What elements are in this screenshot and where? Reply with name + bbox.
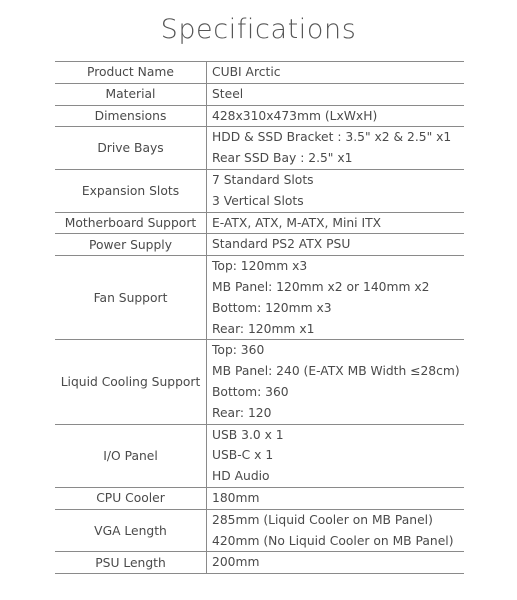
spec-value-line: MB Panel: 120mm x2 or 140mm x2 — [212, 279, 430, 294]
spec-value-line: 285mm (Liquid Cooler on MB Panel) — [212, 512, 433, 527]
spec-value-line: Bottom: 120mm x3 — [212, 300, 332, 315]
specifications-table — [55, 61, 464, 574]
spec-value-line: USB 3.0 x 1 — [212, 427, 284, 442]
table-row — [55, 169, 464, 212]
spec-value-line: Rear: 120 — [212, 405, 272, 420]
spec-value — [207, 212, 465, 234]
spec-value — [207, 62, 465, 84]
spec-value — [207, 487, 465, 509]
spec-value-line: E-ATX, ATX, M-ATX, Mini ITX — [212, 215, 382, 230]
table-row — [55, 105, 464, 127]
spec-value-line: Standard PS2 ATX PSU — [212, 237, 351, 252]
spec-value-line: 180mm — [212, 490, 260, 505]
spec-value-line: HD Audio — [212, 469, 270, 484]
spec-label: Expansion Slots — [55, 169, 207, 212]
spec-value — [207, 509, 465, 552]
spec-value — [207, 105, 465, 127]
table-row — [55, 256, 464, 340]
spec-value-line: CUBI Arctic — [212, 65, 281, 79]
page-title: Specifications — [160, 14, 357, 45]
spec-label: Drive Bays — [55, 127, 207, 170]
spec-label: Dimensions — [55, 105, 207, 127]
spec-label: Product Name — [55, 62, 207, 84]
spec-value-line: Rear SSD Bay : 2.5" x1 — [212, 151, 353, 166]
table-row — [55, 212, 464, 234]
spec-label: VGA Length — [55, 509, 207, 552]
spec-value-line: 3 Vertical Slots — [212, 193, 304, 208]
spec-value-line: Rear: 120mm x1 — [212, 321, 315, 336]
spec-value-line: Bottom: 360 — [212, 384, 289, 399]
spec-label: Liquid Cooling Support — [55, 340, 207, 424]
spec-label: Power Supply — [55, 234, 207, 256]
spec-value-line: HDD & SSD Bracket : 3.5" x2 & 2.5" x1 — [212, 130, 452, 145]
spec-value-line: 7 Standard Slots — [212, 172, 314, 187]
table-row — [55, 62, 464, 84]
spec-label: Material — [55, 83, 207, 105]
spec-value-line: USB-C x 1 — [212, 448, 274, 463]
spec-value — [207, 127, 465, 170]
spec-label: PSU Length — [55, 552, 207, 574]
table-row — [55, 340, 464, 424]
spec-value-line: Steel — [212, 86, 244, 101]
table-row — [55, 509, 464, 552]
spec-value — [207, 83, 465, 105]
spec-value — [207, 552, 465, 574]
spec-label: Fan Support — [55, 256, 207, 340]
spec-value — [207, 424, 465, 487]
table-row — [55, 487, 464, 509]
table-row — [55, 424, 464, 487]
spec-value-line: MB Panel: 240 (E-ATX MB Width ≤28cm) — [212, 364, 460, 379]
table-row — [55, 552, 464, 574]
spec-label: I/O Panel — [55, 424, 207, 487]
table-row — [55, 83, 464, 105]
spec-value-line: Top: 360 — [212, 343, 265, 358]
spec-value-line: 200mm — [212, 555, 260, 570]
spec-value-line: 420mm (No Liquid Cooler on MB Panel) — [212, 533, 454, 548]
spec-value-line: 428x310x473mm (LxWxH) — [212, 108, 378, 123]
spec-value — [207, 234, 465, 256]
table-row — [55, 127, 464, 170]
spec-value — [207, 169, 465, 212]
spec-label: Motherboard Support — [55, 212, 207, 234]
spec-value — [207, 256, 465, 340]
spec-value — [207, 340, 465, 424]
spec-label: CPU Cooler — [55, 487, 207, 509]
spec-value-line: Top: 120mm x3 — [212, 259, 308, 274]
table-row — [55, 234, 464, 256]
